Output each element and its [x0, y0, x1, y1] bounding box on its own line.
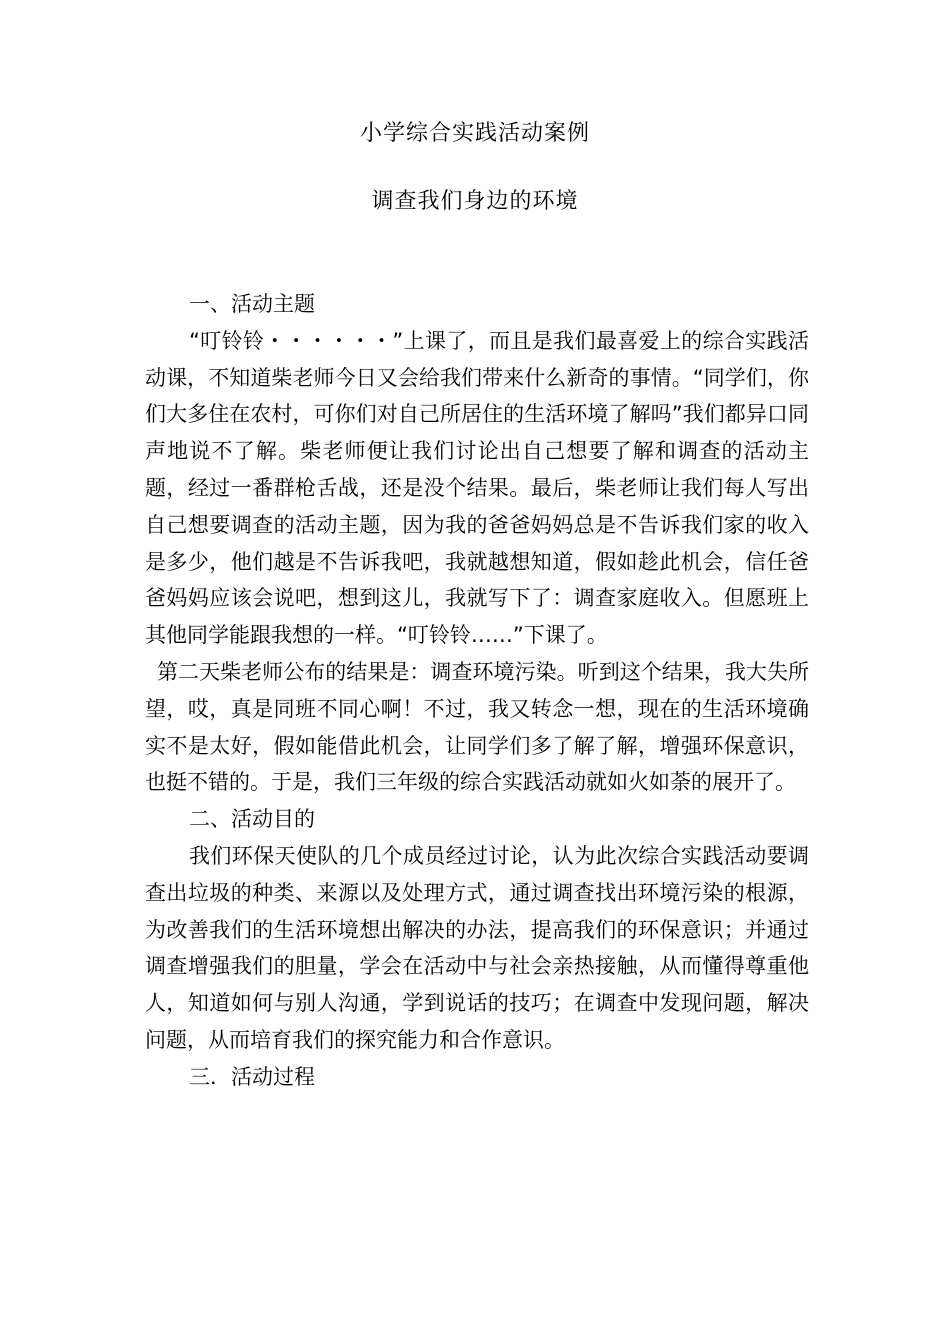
section-heading-purpose: 二、活动目的 [189, 807, 315, 832]
paragraph-theme-2: 第二天柴老师公布的结果是：调查环境污染。听到这个结果，我大失所望，哎，真是同班不同心啊！不过，我又转念一想，现在的生活环境确实不是太好，假如能借此机会，让同学们多了解了解，增强环保意识，也挺不错的。于是，我们三年级的综合实践活动就如火如荼的展开了。 [145, 659, 809, 795]
paragraph-purpose-1: 我们环保天使队的几个成员经过讨论，认为此次综合实践活动要调查出垃圾的种类、来源以及处理方式，通过调查找出环境污染的根源，为改善我们的生活环境想出解决的办法，提高我们的环保意识；并通过调查增强我们的胆量，学会在活动中与社会亲热接触，从而懂得尊重他人，知道如何与别人沟通，学到说话的技巧；在调查中发现问题，解决问题，从而培育我们的探究能力和合作意识。 [145, 843, 809, 1052]
document-title: 小学综合实践活动案例 [359, 121, 590, 146]
section-heading-process: 三．活动过程 [189, 1064, 315, 1089]
document-subtitle: 调查我们身边的环境 [371, 189, 579, 214]
document-body [145, 286, 809, 1096]
paragraph-theme-1: “叮铃铃・・・・・・”上课了，而且是我们最喜爱上的综合实践活动课，不知道柴老师今日又会给我们带来什么新奇的事情。“同学们，你们大多住在农村，可你们对自己所居住的生活环境了解吗”我们都异口同声地说不了解。柴老师便让我们讨论出自己想要了解和调查的活动主题，经过一番群枪舌战，还是没个结果。最后，柴老师让我们每人写出自己想要调查的活动主题，因为我的爸爸妈妈总是不告诉我们家的收入是多少，他们越是不告诉我吧，我就越想知道，假如趁此机会，信任爸爸妈妈应该会说吧，想到这儿，我就写下了：调查家庭收入。但愿班上其他同学能跟我想的一样。“叮铃铃……”下课了。 [145, 328, 809, 648]
section-heading-theme: 一、活动主题 [189, 292, 315, 316]
